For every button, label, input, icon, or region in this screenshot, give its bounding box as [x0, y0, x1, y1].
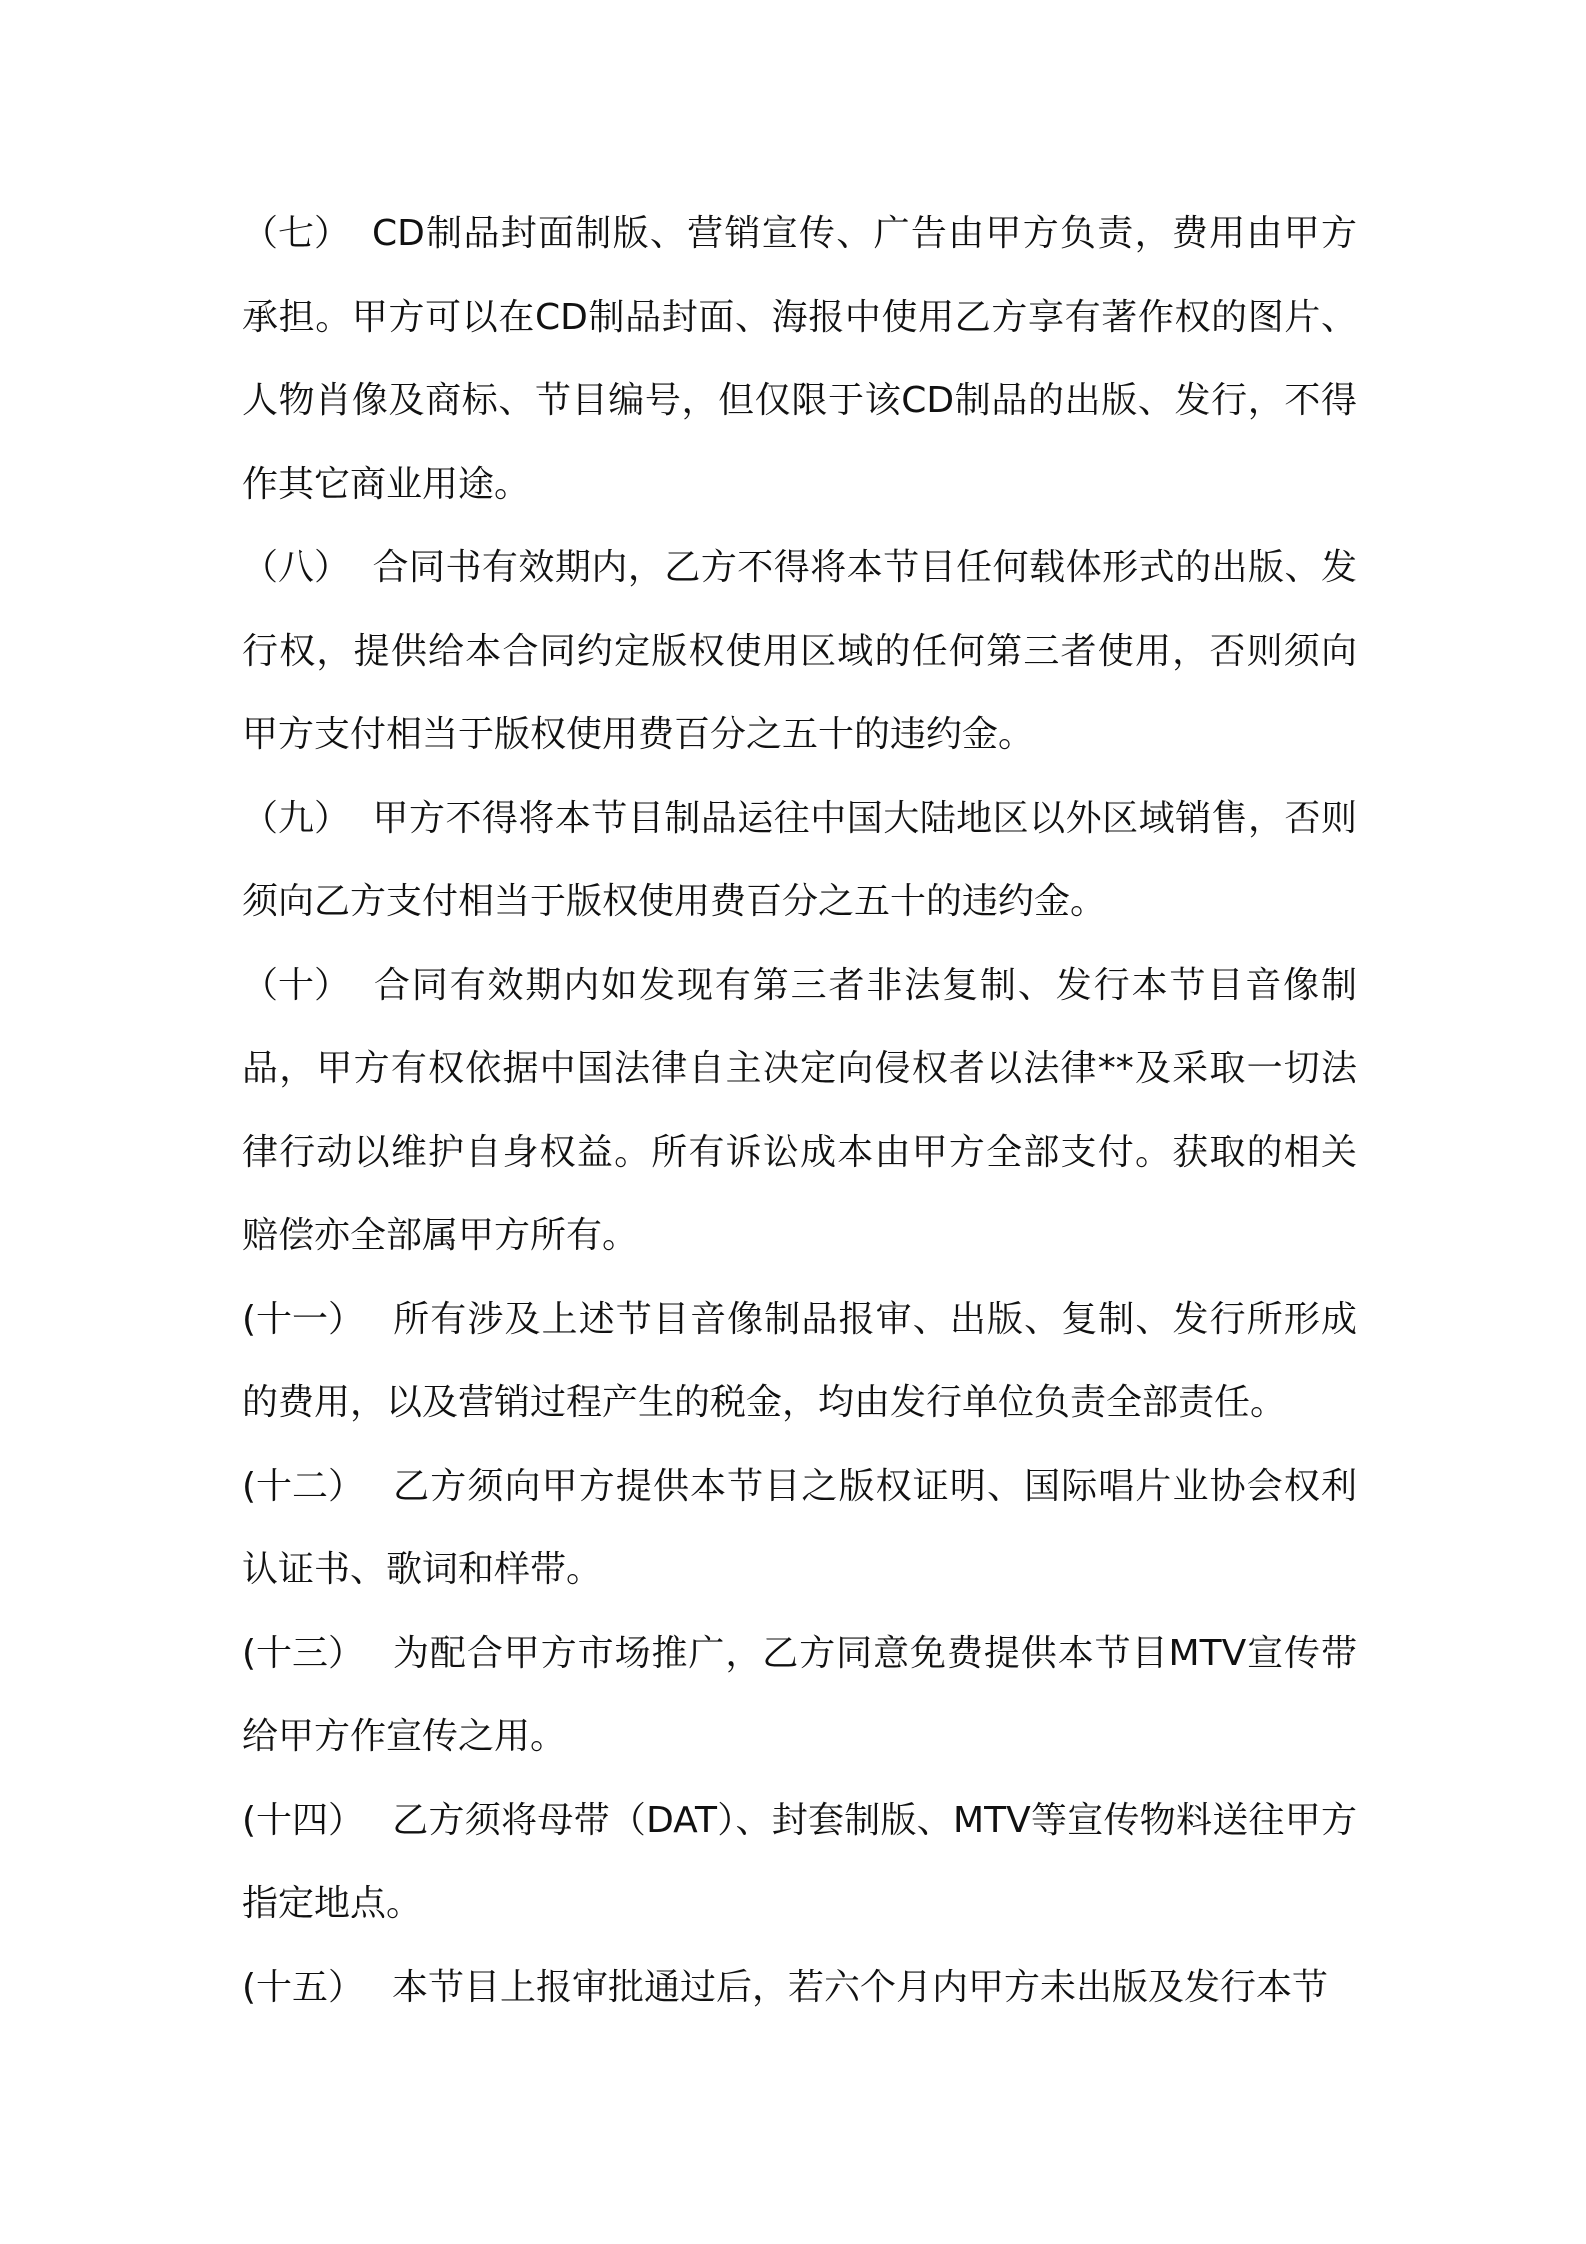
- clause-text: 乙方须将母带（DAT）、封套制版、MTV等宣传物料送往甲方指定地点。: [242, 1799, 1357, 1924]
- clause-number: （九）: [242, 797, 351, 839]
- clause-10: [242, 944, 1357, 1278]
- clause-12: [242, 1445, 1357, 1612]
- clause-text: 合同有效期内如发现有第三者非法复制、发行本节目音像制品，甲方有权依据中国法律自主决定向侵权者以法律**及采取一切法律行动以维护自身权益。所有诉讼成本由甲方全部支付。获取的相关赔偿亦全部属甲方所有。: [242, 964, 1357, 1256]
- clause-number: (十二）: [242, 1465, 365, 1507]
- clause-text: 甲方不得将本节目制品运往中国大陆地区以外区域销售，否则须向乙方支付相当于版权使用费百分之五十的违约金。: [242, 797, 1357, 922]
- clause-number: (十一）: [242, 1298, 365, 1340]
- clause-number: （八）: [242, 547, 351, 588]
- clause-number: （十）: [242, 964, 351, 1006]
- clause-8: [242, 526, 1357, 777]
- clause-number: (十四）: [242, 1799, 365, 1841]
- clause-text: 乙方须向甲方提供本节目之版权证明、国际唱片业协会权利认证书、歌词和样带。: [242, 1465, 1357, 1590]
- clause-text: 所有涉及上述节目音像制品报审、出版、复制、发行所形成的费用，以及营销过程产生的税金，均由发行单位负责全部责任。: [242, 1298, 1357, 1423]
- clause-14: [242, 1779, 1357, 1946]
- clause-15: [242, 1946, 1357, 2030]
- clause-number: (十五）: [242, 1966, 365, 2008]
- contract-body: [242, 192, 1357, 2029]
- clause-13: [242, 1612, 1357, 1779]
- clause-11: [242, 1278, 1357, 1445]
- clause-9: [242, 777, 1357, 944]
- clause-text: 本节目上报审批通过后，若六个月内甲方未出版及发行本节: [392, 1966, 1329, 2008]
- clause-number: (十三）: [242, 1632, 365, 1674]
- clause-7: [242, 192, 1357, 526]
- clause-number: （七）: [242, 213, 351, 254]
- clause-text: 为配合甲方市场推广，乙方同意免费提供本节目MTV宣传带给甲方作宣传之用。: [242, 1632, 1357, 1757]
- clause-text: 合同书有效期内，乙方不得将本节目任何载体形式的出版、发行权，提供给本合同约定版权使用区域的任何第三者使用，否则须向甲方支付相当于版权使用费百分之五十的违约金。: [242, 547, 1357, 755]
- clause-text: CD制品封面制版、营销宣传、广告由甲方负责，费用由甲方承担。甲方可以在CD制品封面、海报中使用乙方享有著作权的图片、人物肖像及商标、节目编号，但仅限于该CD制品的出版、发行，不得作其它商业用途。: [242, 213, 1357, 505]
